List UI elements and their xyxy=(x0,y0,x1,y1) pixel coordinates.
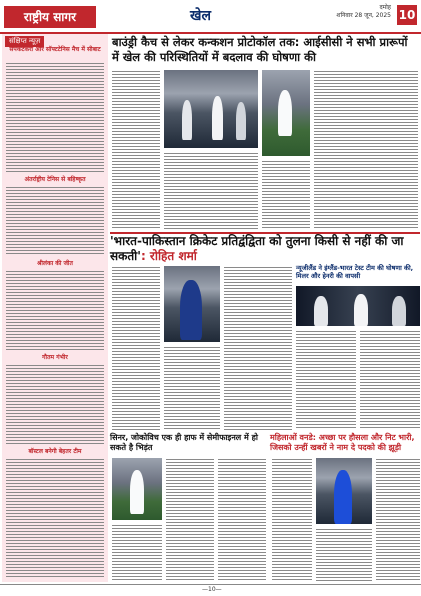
brief-body-5 xyxy=(6,458,104,578)
top-story-body-col3 xyxy=(262,160,310,230)
player-figure xyxy=(314,296,328,326)
brief-body-2 xyxy=(6,186,104,256)
player-figure xyxy=(334,470,352,524)
tennis-story-body-col2 xyxy=(166,458,214,582)
brief-headline-4: गौतम गंभीर xyxy=(42,354,68,361)
women-odi-headline: महिलाओं वनडे: अच्छा पर हौसला और निट भारी, जिसको उन्हीं खबरों ने नाम दे पदको की झूड़ी xyxy=(270,433,415,452)
nz-team-photo xyxy=(296,286,420,326)
top-story-body-col4 xyxy=(314,70,418,230)
rohit-story-headline xyxy=(110,232,420,264)
tennis-story-body-col3 xyxy=(218,458,266,582)
top-story-headline: बाउंड्री कैच से लेकर कन्कशन प्रोटोकॉल तक: आईसीसी ने सभी प्रारूपों में खेल की परिस्थितियों में बदलाव की घोषणा की xyxy=(112,35,408,64)
player-figure xyxy=(182,100,192,140)
tennis-player-photo xyxy=(112,458,162,520)
brief-body-1 xyxy=(6,62,104,172)
top-story-body-col1 xyxy=(112,70,160,230)
women-cricketer-photo xyxy=(316,458,372,524)
footer-page-marker: —10— xyxy=(202,586,222,593)
edition-meta xyxy=(336,4,391,20)
page-number: 10 xyxy=(397,5,417,25)
cricket-players-photo xyxy=(164,70,258,148)
player-figure xyxy=(180,280,202,340)
edition-date: शनिवार 28 जून, 2025 xyxy=(336,12,391,19)
nz-story-body-col1 xyxy=(296,330,356,430)
women-story-body-col2 xyxy=(316,528,372,582)
edition-city: दमोह xyxy=(379,4,391,11)
rohit-story-quote: 'भारत-पाकिस्तान क्रिकेट प्रतिद्वंद्विता को तुलना किसी से नहीं की जा सकती' xyxy=(110,234,404,263)
nz-story-body-col2 xyxy=(360,330,420,430)
brief-body-4 xyxy=(6,364,104,444)
briefs-tag: संक्षिप्त न्यूज़ xyxy=(5,36,44,47)
rohit-sharma-photo xyxy=(164,266,220,342)
brief-headline-2: अंतर्राष्ट्रीय टेनिस से बहिष्कृत xyxy=(24,176,86,183)
player-figure xyxy=(354,294,368,326)
player-figure xyxy=(236,102,246,140)
fielder-photo xyxy=(262,70,310,156)
brief-headline-3: श्रीलंका की जीत xyxy=(37,260,73,267)
player-figure xyxy=(212,96,223,140)
rohit-story-body-col1 xyxy=(112,266,160,430)
rohit-story-body-col3 xyxy=(224,266,292,430)
player-figure xyxy=(392,296,406,326)
rohit-story-speaker: : रोहित शर्मा xyxy=(140,249,197,263)
women-story-body-col3 xyxy=(376,458,420,582)
women-story-body-col1 xyxy=(272,458,312,582)
tennis-story-body-col1 xyxy=(112,524,162,582)
top-story-body-col2 xyxy=(164,152,258,230)
rohit-story-body-col2 xyxy=(164,346,220,430)
nz-story-headline: न्यूजीलैंड ने इंग्लैंड-भारत टेस्ट टीम की घोषणा की, मिलर और हेनरी की वापसी xyxy=(296,264,414,280)
player-figure xyxy=(130,470,144,514)
brief-headline-5: बॉस्टल बनेगी बेहतर टीम xyxy=(28,448,82,455)
section-title: खेल xyxy=(190,8,211,24)
player-figure xyxy=(278,90,292,136)
masthead xyxy=(0,0,421,34)
sinner-djokovic-headline: सिनर, जोकोविच एक ही हाफ में सेमीफाइनल में हो सकते है भिड़ंत xyxy=(110,433,258,452)
page-footer xyxy=(0,584,421,596)
brief-headline-1: सेपकटैकरा और सॉफ्टटेनिस मैच में सीबाट xyxy=(9,46,101,53)
brief-body-3 xyxy=(6,270,104,350)
newspaper-logo: राष्ट्रीय सागर xyxy=(4,6,96,28)
